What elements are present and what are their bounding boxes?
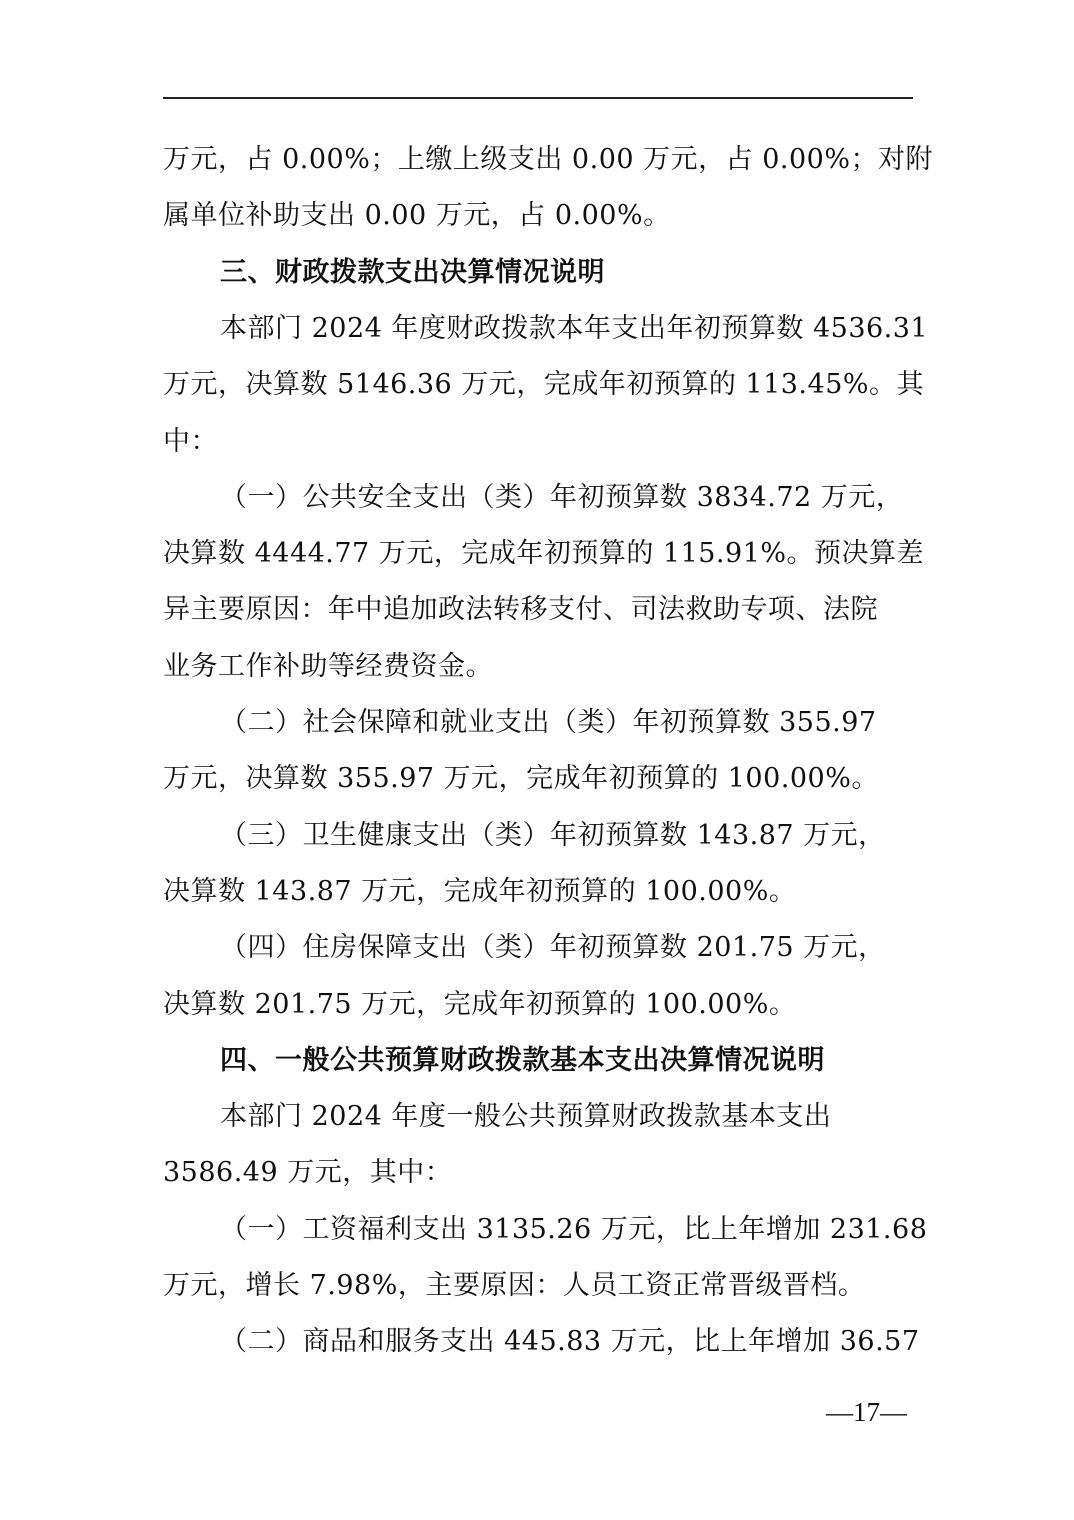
paragraph-line: 万元，决算数 355.97 万元，完成年初预算的 100.00%。 [163, 763, 879, 795]
paragraph-line: （三）卫生健康支出（类）年初预算数 143.87 万元， [220, 819, 886, 851]
paragraph-line: 本部门 2024 年度一般公共预算财政拨款基本支出 [220, 1101, 832, 1133]
paragraph-line: 3586.49 万元，其中： [163, 1157, 453, 1189]
paragraph-line: 决算数 201.75 万元，完成年初预算的 100.00%。 [163, 988, 797, 1020]
paragraph-line: （二）商品和服务支出 445.83 万元，比上年增加 36.57 [220, 1326, 920, 1358]
paragraph-line: 万元，占 0.00%；上缴上级支出 0.00 万元，占 0.00%；对附 [163, 144, 933, 175]
paragraph-line: （一）工资福利支出 3135.26 万元，比上年增加 231.68 [220, 1213, 928, 1245]
paragraph-line: （一）公共安全支出（类）年初预算数 3834.72 万元， [220, 481, 904, 513]
section-heading: 四、一般公共预算财政拨款基本支出决算情况说明 [220, 1044, 825, 1076]
paragraph-line: 决算数 4444.77 万元，完成年初预算的 115.91%。预决算差 [163, 538, 925, 570]
paragraph-line: 决算数 143.87 万元，完成年初预算的 100.00%。 [163, 875, 797, 907]
paragraph-line: （四）住房保障支出（类）年初预算数 201.75 万元， [220, 932, 886, 964]
paragraph-line: 属单位补助支出 0.00 万元，占 0.00%。 [163, 200, 671, 232]
page-number: —17— [826, 1397, 907, 1427]
paragraph-line: 异主要原因：年中追加政法转移支付、司法救助专项、法院 [163, 594, 878, 626]
paragraph-line: 中： [163, 425, 218, 457]
section-heading: 三、财政拨款支出决算情况说明 [220, 256, 605, 288]
paragraph-line: 万元，决算数 5146.36 万元，完成年初预算的 113.45%。其 [163, 369, 925, 401]
paragraph-line: 业务工作补助等经费资金。 [163, 650, 493, 682]
paragraph-line: 本部门 2024 年度财政拨款本年支出年初预算数 4536.31 [220, 312, 929, 344]
paragraph-line: （二）社会保障和就业支出（类）年初预算数 355.97 [220, 707, 877, 738]
header-rule [163, 97, 913, 99]
paragraph-line: 万元，增长 7.98%，主要原因：人员工资正常晋级晋档。 [163, 1270, 866, 1301]
